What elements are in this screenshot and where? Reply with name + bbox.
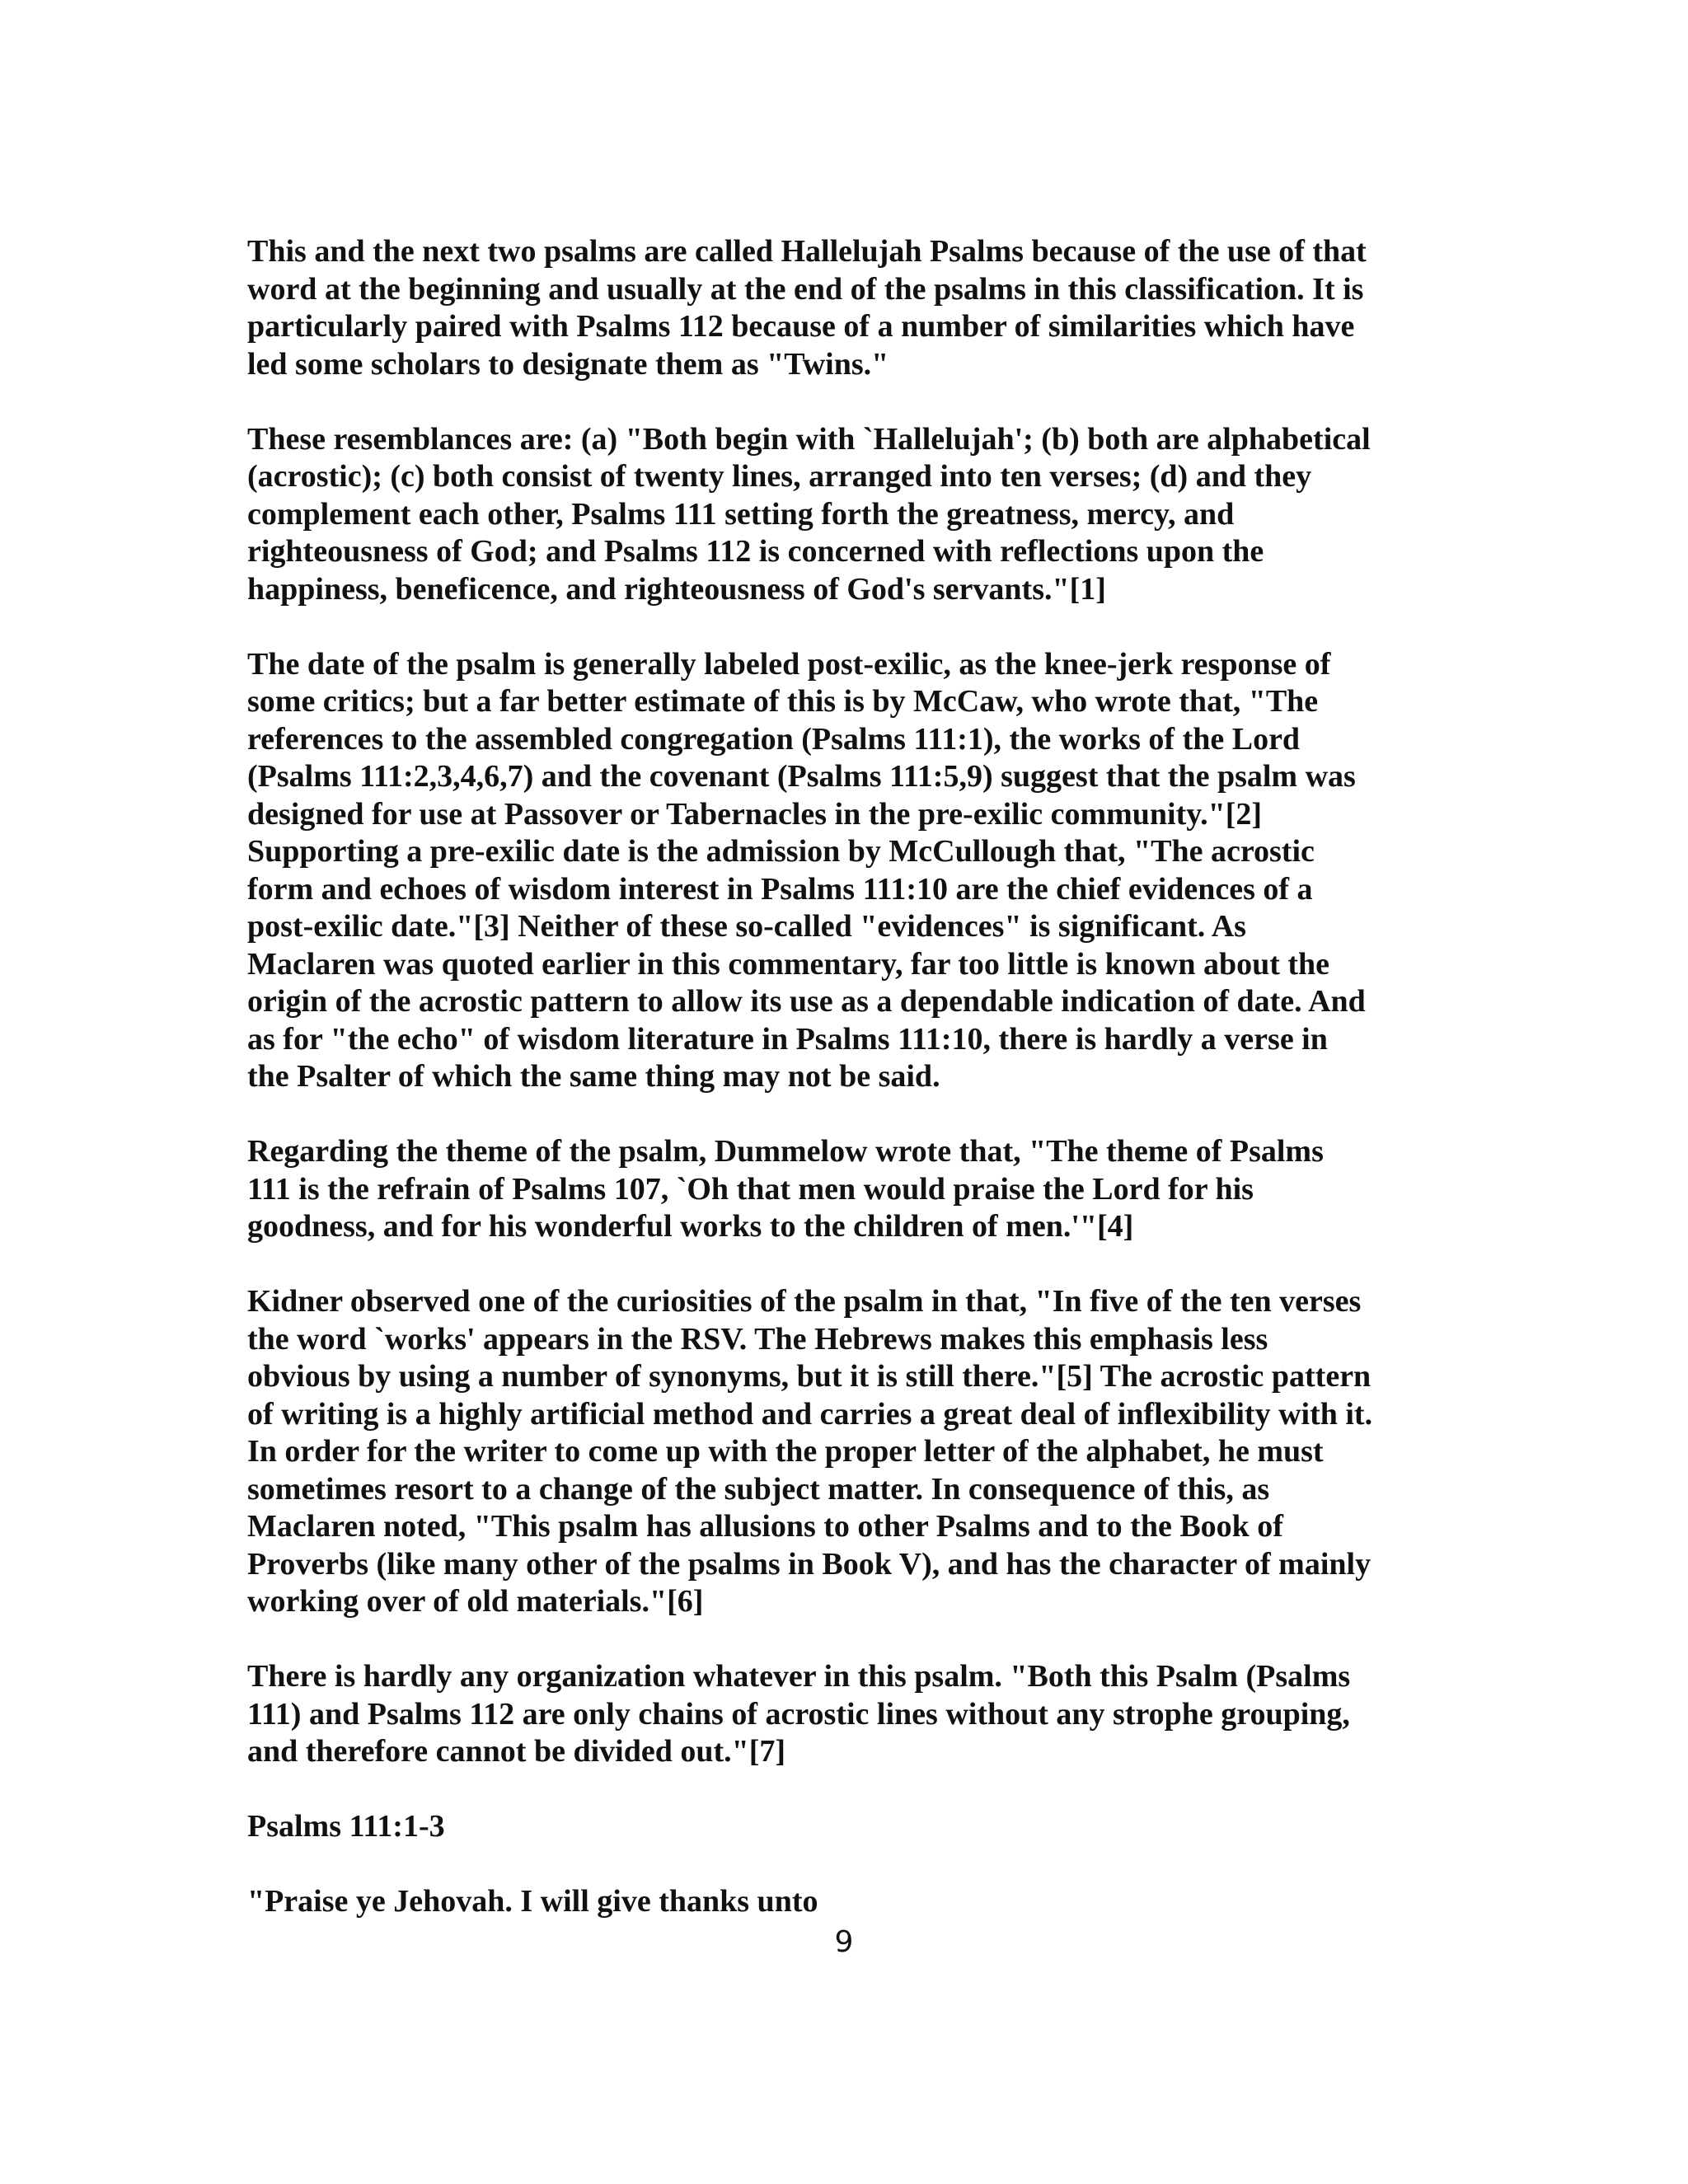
paragraph-spacer — [247, 383, 1434, 421]
page-number: 9 — [834, 1925, 854, 1959]
paragraph-spacer — [247, 1246, 1434, 1284]
paragraph-spacer — [247, 1096, 1434, 1134]
paragraph-date-of-psalm: The date of the psalm is generally labeled post-exilic, as the knee-jerk response of some critics; but a far better estimate of this is by McCaw, who wrote that, "The references to the assembled congregation (Psalms 111:1), the works of the Lord (Psalms 111:2,3,4,6,7) and the covenant (Psalms 111:5,9) suggest that the psalm was designed for use at Passover or Tabernacles in the pre-exilic community."[2] Supporting a pre-exilic date is the admission by McCullough that, "The acrostic form and echoes of wisdom interest in Psalms 111:10 are the chief evidences of a post-exilic date."[3] Neither of these so-called "evidences" is significant. As Maclaren was quoted earlier in this commentary, far too little is known about the origin of the acrostic pattern to allow its use as a dependable indication of date. And as for "the echo" of wisdom literature in Psalms 111:10, there is hardly a verse in the Psalter of which the same thing may not be said. — [247, 646, 1366, 1094]
paragraph-organization: There is hardly any organization whatever in this psalm. "Both this Psalm (Psalms 111) and Psalms 112 are only chains of acrostic lines without any strophe grouping, and therefore cannot be divided out."[7] — [247, 1659, 1351, 1769]
document-body — [247, 233, 1434, 1921]
paragraph-kidner-observation: Kidner observed one of the curiosities of the psalm in that, "In five of the ten verses the word `works' appears in the RSV. The Hebrews makes this emphasis less obvious by using a number of synonyms, but it is still there."[5] The acrostic pattern of writing is a highly artificial method and carries a great deal of inflexibility with it. In order for the writer to come up with the proper letter of the alphabet, he must sometimes resort to a change of the subject matter. In consequence of this, as Maclaren noted, "This psalm has allusions to other Psalms and to the Book of Proverbs (like many other of the psalms in Book V), and has the character of mainly working over of old materials."[6] — [247, 1284, 1373, 1619]
paragraph-spacer — [247, 1846, 1434, 1884]
paragraph-resemblances: These resemblances are: (a) "Both begin with `Hallelujah'; (b) both are alphabetical (acrostic); (c) both consist of twenty lines, arranged into ten verses; (d) and they complement each other, Psalms 111 setting forth the greatness, mercy, and righteousness of God; and Psalms 112 is concerned with reflections upon the happiness, beneficence, and righteousness of God's servants."[1] — [247, 421, 1371, 607]
paragraph-spacer — [247, 1621, 1434, 1659]
paragraph-theme: Regarding the theme of the psalm, Dummelow wrote that, "The theme of Psalms 111 is the refrain of Psalms 107, `Oh that men would praise the Lord for his goodness, and for his wonderful works to the children of men.'"[4] — [247, 1134, 1324, 1244]
scripture-quote: "Praise ye Jehovah. I will give thanks unto — [247, 1884, 818, 1919]
paragraph-spacer — [247, 608, 1434, 646]
section-heading: Psalms 111:1-3 — [247, 1809, 445, 1844]
paragraph-hallelujah-psalms: This and the next two psalms are called Hallelujah Psalms because of the use of that word at the beginning and usually at the end of the psalms in this classification. It is particularly paired with Psalms 112 because of a number of similarities which have led some scholars to designate them as "Twins." — [247, 234, 1367, 382]
paragraph-spacer — [247, 1771, 1434, 1809]
